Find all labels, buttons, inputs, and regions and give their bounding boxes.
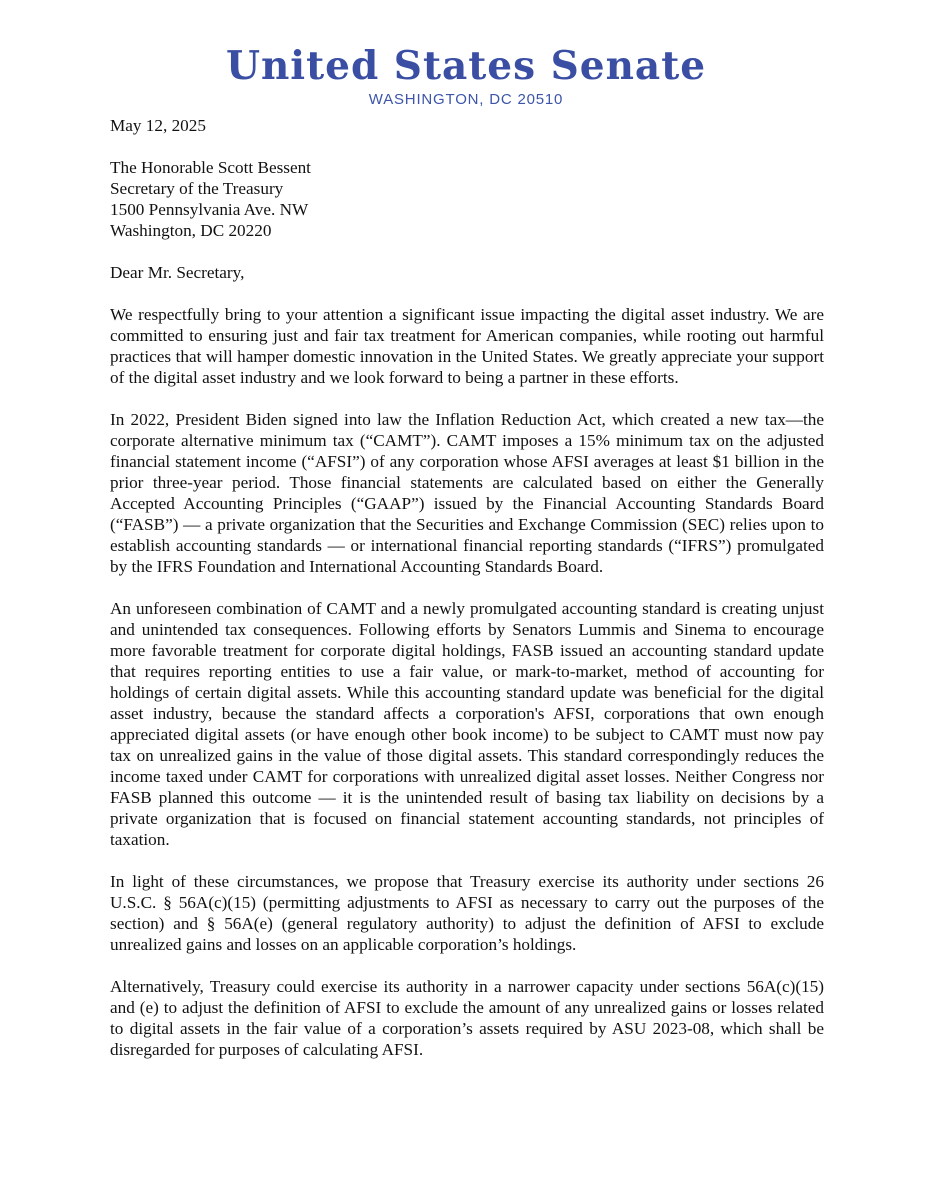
recipient-title: Secretary of the Treasury	[110, 179, 284, 198]
letter-body	[110, 115, 824, 1060]
body-paragraph-2: In 2022, President Biden signed into law the Inflation Reduction Act, which created a new tax—the corporate alternative minimum tax (“CAMT”). CAMT imposes a 15% minimum tax on the adjusted financial statement income (“AFSI”) of any corporation whose AFSI averages at least $1 billion in the prior three-year period. Those financial statements are calculated based on either the Generally Accepted Accounting Principles (“GAAP”) issued by the Financial Accounting Standards Board (“FASB”) — a private organization that the Securities and Exchange Commission (SEC) relies upon to establish accounting standards — or international financial reporting standards (“IFRS”) promulgated by the IFRS Foundation and International Accounting Standards Board.	[110, 410, 824, 576]
letterhead-subtitle: WASHINGTON, DC 20510	[368, 91, 564, 108]
senate-letterhead	[0, 0, 932, 109]
letter-date: May 12, 2025	[110, 116, 206, 135]
salutation: Dear Mr. Secretary,	[110, 263, 245, 282]
body-paragraph-3: An unforeseen combination of CAMT and a newly promulgated accounting standard is creating unjust and unintended tax consequences. Following efforts by Senators Lummis and Sinema to encourage more favorable treatment for corporate digital holdings, FASB issued an accounting standard update that requires reporting entities to use a fair value, or mark-to-market, method of accounting for holdings of certain digital assets. While this accounting standard update was beneficial for the digital asset industry, because the standard affects a corporation's AFSI, corporations that own enough appreciated digital assets (or have enough other book income) to be subject to CAMT must now pay tax on unrealized gains in the value of those digital assets. This standard correspondingly reduces the income taxed under CAMT for corporations with unrealized digital asset losses. Neither Congress nor FASB planned this outcome — it is the unintended result of basing tax liability on decisions by a private organization that is focused on financial statement accounting standards, not principles of taxation.	[110, 599, 824, 849]
body-paragraph-1: We respectfully bring to your attention a significant issue impacting the digital asset industry. We are committed to ensuring just and fair tax treatment for American companies, while rooting out harmful practices that will hamper domestic innovation in the United States. We greatly appreciate your support of the digital asset industry and we look forward to being a partner in these efforts.	[110, 305, 824, 387]
recipient-name: The Honorable Scott Bessent	[110, 158, 311, 177]
body-paragraph-4: In light of these circumstances, we propose that Treasury exercise its authority under sections 26 U.S.C. § 56A(c)(15) (permitting adjustments to AFSI as necessary to carry out the purposes of the section) and § 56A(e) (general regulatory authority) to adjust the definition of AFSI to exclude unrealized gains and losses on an applicable corporation’s holdings.	[110, 872, 824, 954]
body-paragraph-5: Alternatively, Treasury could exercise its authority in a narrower capacity under sections 56A(c)(15) and (e) to adjust the definition of AFSI to exclude the amount of any unrealized gains or losses related to digital assets in the fair value of a corporation’s assets required by ASU 2023-08, which shall be disregarded for purposes of calculating AFSI.	[110, 977, 824, 1059]
recipient-street: 1500 Pennsylvania Ave. NW	[110, 200, 309, 219]
letterhead-title: United States Senate	[225, 43, 707, 89]
recipient-address-block	[110, 157, 824, 241]
recipient-city: Washington, DC 20220	[110, 221, 272, 240]
